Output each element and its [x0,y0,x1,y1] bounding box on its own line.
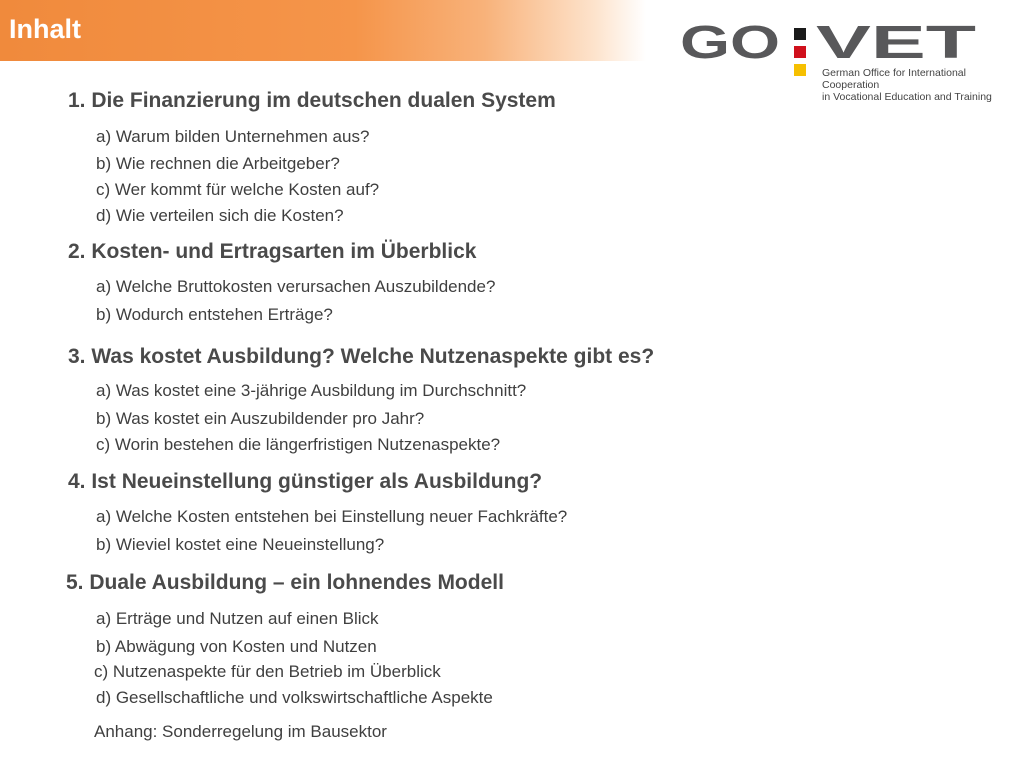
page-title: Inhalt [9,14,81,44]
section-3-item-c: c) Worin bestehen die längerfristigen Nutzenaspekte? [96,435,501,454]
section-4-item-a: a) Welche Kosten entstehen bei Einstellung neuer Fachkräfte? [96,507,568,526]
section-1-item-c: c) Wer kommt für welche Kosten auf? [96,180,380,199]
section-5-item-c: c) Nutzenaspekte für den Betrieb im Überblick [94,662,441,681]
logo-subtitle-line2: in Vocational Education and Training [822,91,992,103]
section-3-heading: 3. Was kostet Ausbildung? Welche Nutzenaspekte gibt es? [68,345,655,368]
section-2-item-a: a) Welche Bruttokosten verursachen Auszubildende? [96,277,496,296]
section-2-heading: 2. Kosten- und Ertragsarten im Überblick [68,240,477,263]
section-4-heading: 4. Ist Neueinstellung günstiger als Ausbildung? [68,470,543,493]
section-5-item-a: a) Erträge und Nutzen auf einen Blick [96,609,379,628]
section-1-item-a: a) Warum bilden Unternehmen aus? [96,127,370,146]
section-5-item-d: d) Gesellschaftliche und volkswirtschaftliche Aspekte [96,688,493,707]
section-5-item-b: b) Abwägung von Kosten und Nutzen [96,637,377,656]
section-1-item-d: d) Wie verteilen sich die Kosten? [96,206,344,225]
logo-word-vet: VET [816,20,976,68]
section-1-item-b: b) Wie rechnen die Arbeitgeber? [96,154,340,173]
section-3-item-a: a) Was kostet eine 3-jährige Ausbildung im Durchschnitt? [96,381,527,400]
section-1-heading: 1. Die Finanzierung im deutschen dualen System [68,89,556,112]
section-3-item-b: b) Was kostet ein Auszubildender pro Jahr? [96,409,425,428]
logo-word-go: GO [680,20,780,68]
logo-subtitle-line1: German Office for International Cooperation [822,67,966,91]
section-2-item-b: b) Wodurch entstehen Erträge? [96,305,333,324]
appendix-item: Anhang: Sonderregelung im Bausektor [94,722,387,741]
section-4-item-b: b) Wieviel kostet eine Neueinstellung? [96,535,385,554]
section-5-heading: 5. Duale Ausbildung – ein lohnendes Modell [66,571,504,594]
